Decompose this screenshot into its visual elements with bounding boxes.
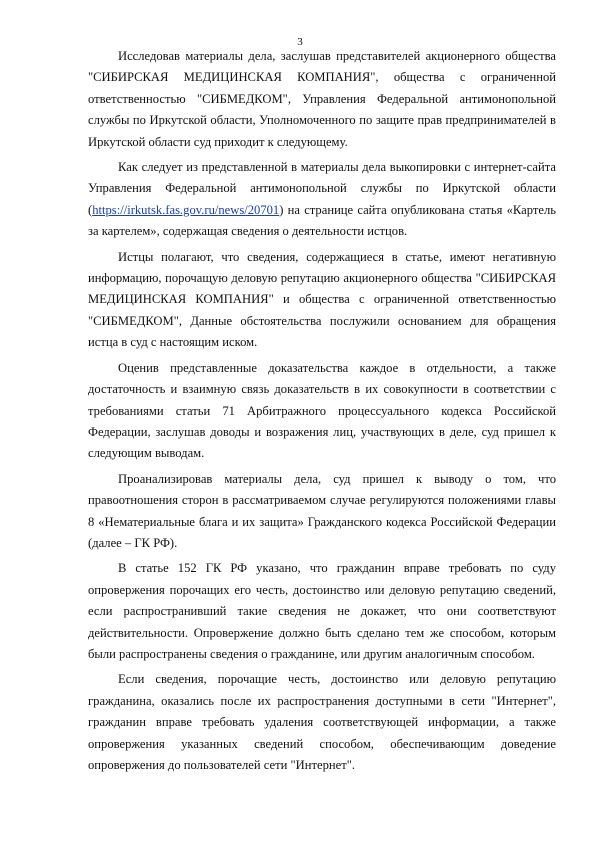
document-body bbox=[88, 46, 556, 780]
paragraph-4: Оценив представленные доказательства каждое в отдельности, а также достаточность и взаимную связь доказательств в их совокупности в соответствии с требованиями статьи 71 Арбитражного процессуального кодекса Российской Федерации, заслушав доводы и возражения лиц, участвующих в деле, суд пришел к следующим выводам. bbox=[88, 360, 556, 461]
paragraph-2-text-before-link: Как следует из представленной в материалы дела выкопировки с интернет-сайта Управления Федеральной антимонопольной службы по Иркутской области ( bbox=[88, 160, 556, 217]
paragraph-3: Истцы полагают, что сведения, содержащиеся в статье, имеют негативную информацию, порочащую деловую репутацию акционерного общества "СИБИРСКАЯ МЕДИЦИНСКАЯ КОМПАНИЯ" и общества с ограниченной ответственностью "СИБМЕДКОМ", Данные обстоятельства послужили основанием для обращения истца в суд с настоящим иском. bbox=[88, 249, 556, 350]
fas-news-link[interactable]: https://irkutsk.fas.gov.ru/news/20701 bbox=[92, 202, 280, 217]
paragraph-2 bbox=[88, 157, 556, 243]
paragraph-7: Если сведения, порочащие честь, достоинство или деловую репутацию гражданина, оказались после их распространения доступными в сети "Интернет", гражданин вправе требовать удаления соответствующей информации, а также опровержения указанных сведений способом, обеспечивающим доведение опровержения до пользователей сети "Интернет". bbox=[88, 672, 556, 772]
paragraph-6: В статье 152 ГК РФ указано, что гражданин вправе требовать по суду опровержения порочащих его честь, достоинство или деловую репутацию сведений, если распространивший такие сведения не докажет, что они соответствуют действительности. Опровержение должно быть сделано тем же способом, которым были распространены сведения о гражданине, или другим аналогичным способом. bbox=[88, 561, 556, 661]
page-number: 3 bbox=[297, 36, 303, 48]
paragraph-2-text-after-link: ) на странице сайта опубликована статья «Картель за картелем», содержащая сведения о деятельности истцов. bbox=[88, 202, 556, 239]
paragraph-1: Исследовав материалы дела, заслушав представителей акционерного общества "СИБИРСКАЯ МЕДИЦИНСКАЯ КОМПАНИЯ", общества с ограниченной ответственностью "СИБМЕДКОМ", Управления Федеральной антимонопольной службы по Иркутской области, Уполномоченного по защите прав предпринимателей в Иркутской области суд приходит к следующему. bbox=[88, 49, 556, 149]
paragraph-5: Проанализировав материалы дела, суд пришел к выводу о том, что правоотношения сторон в рассматриваемом случае регулируются положениями главы 8 «Нематериальные блага и их защита» Гражданского кодекса Российской Федерации (далее – ГК РФ). bbox=[88, 471, 556, 550]
